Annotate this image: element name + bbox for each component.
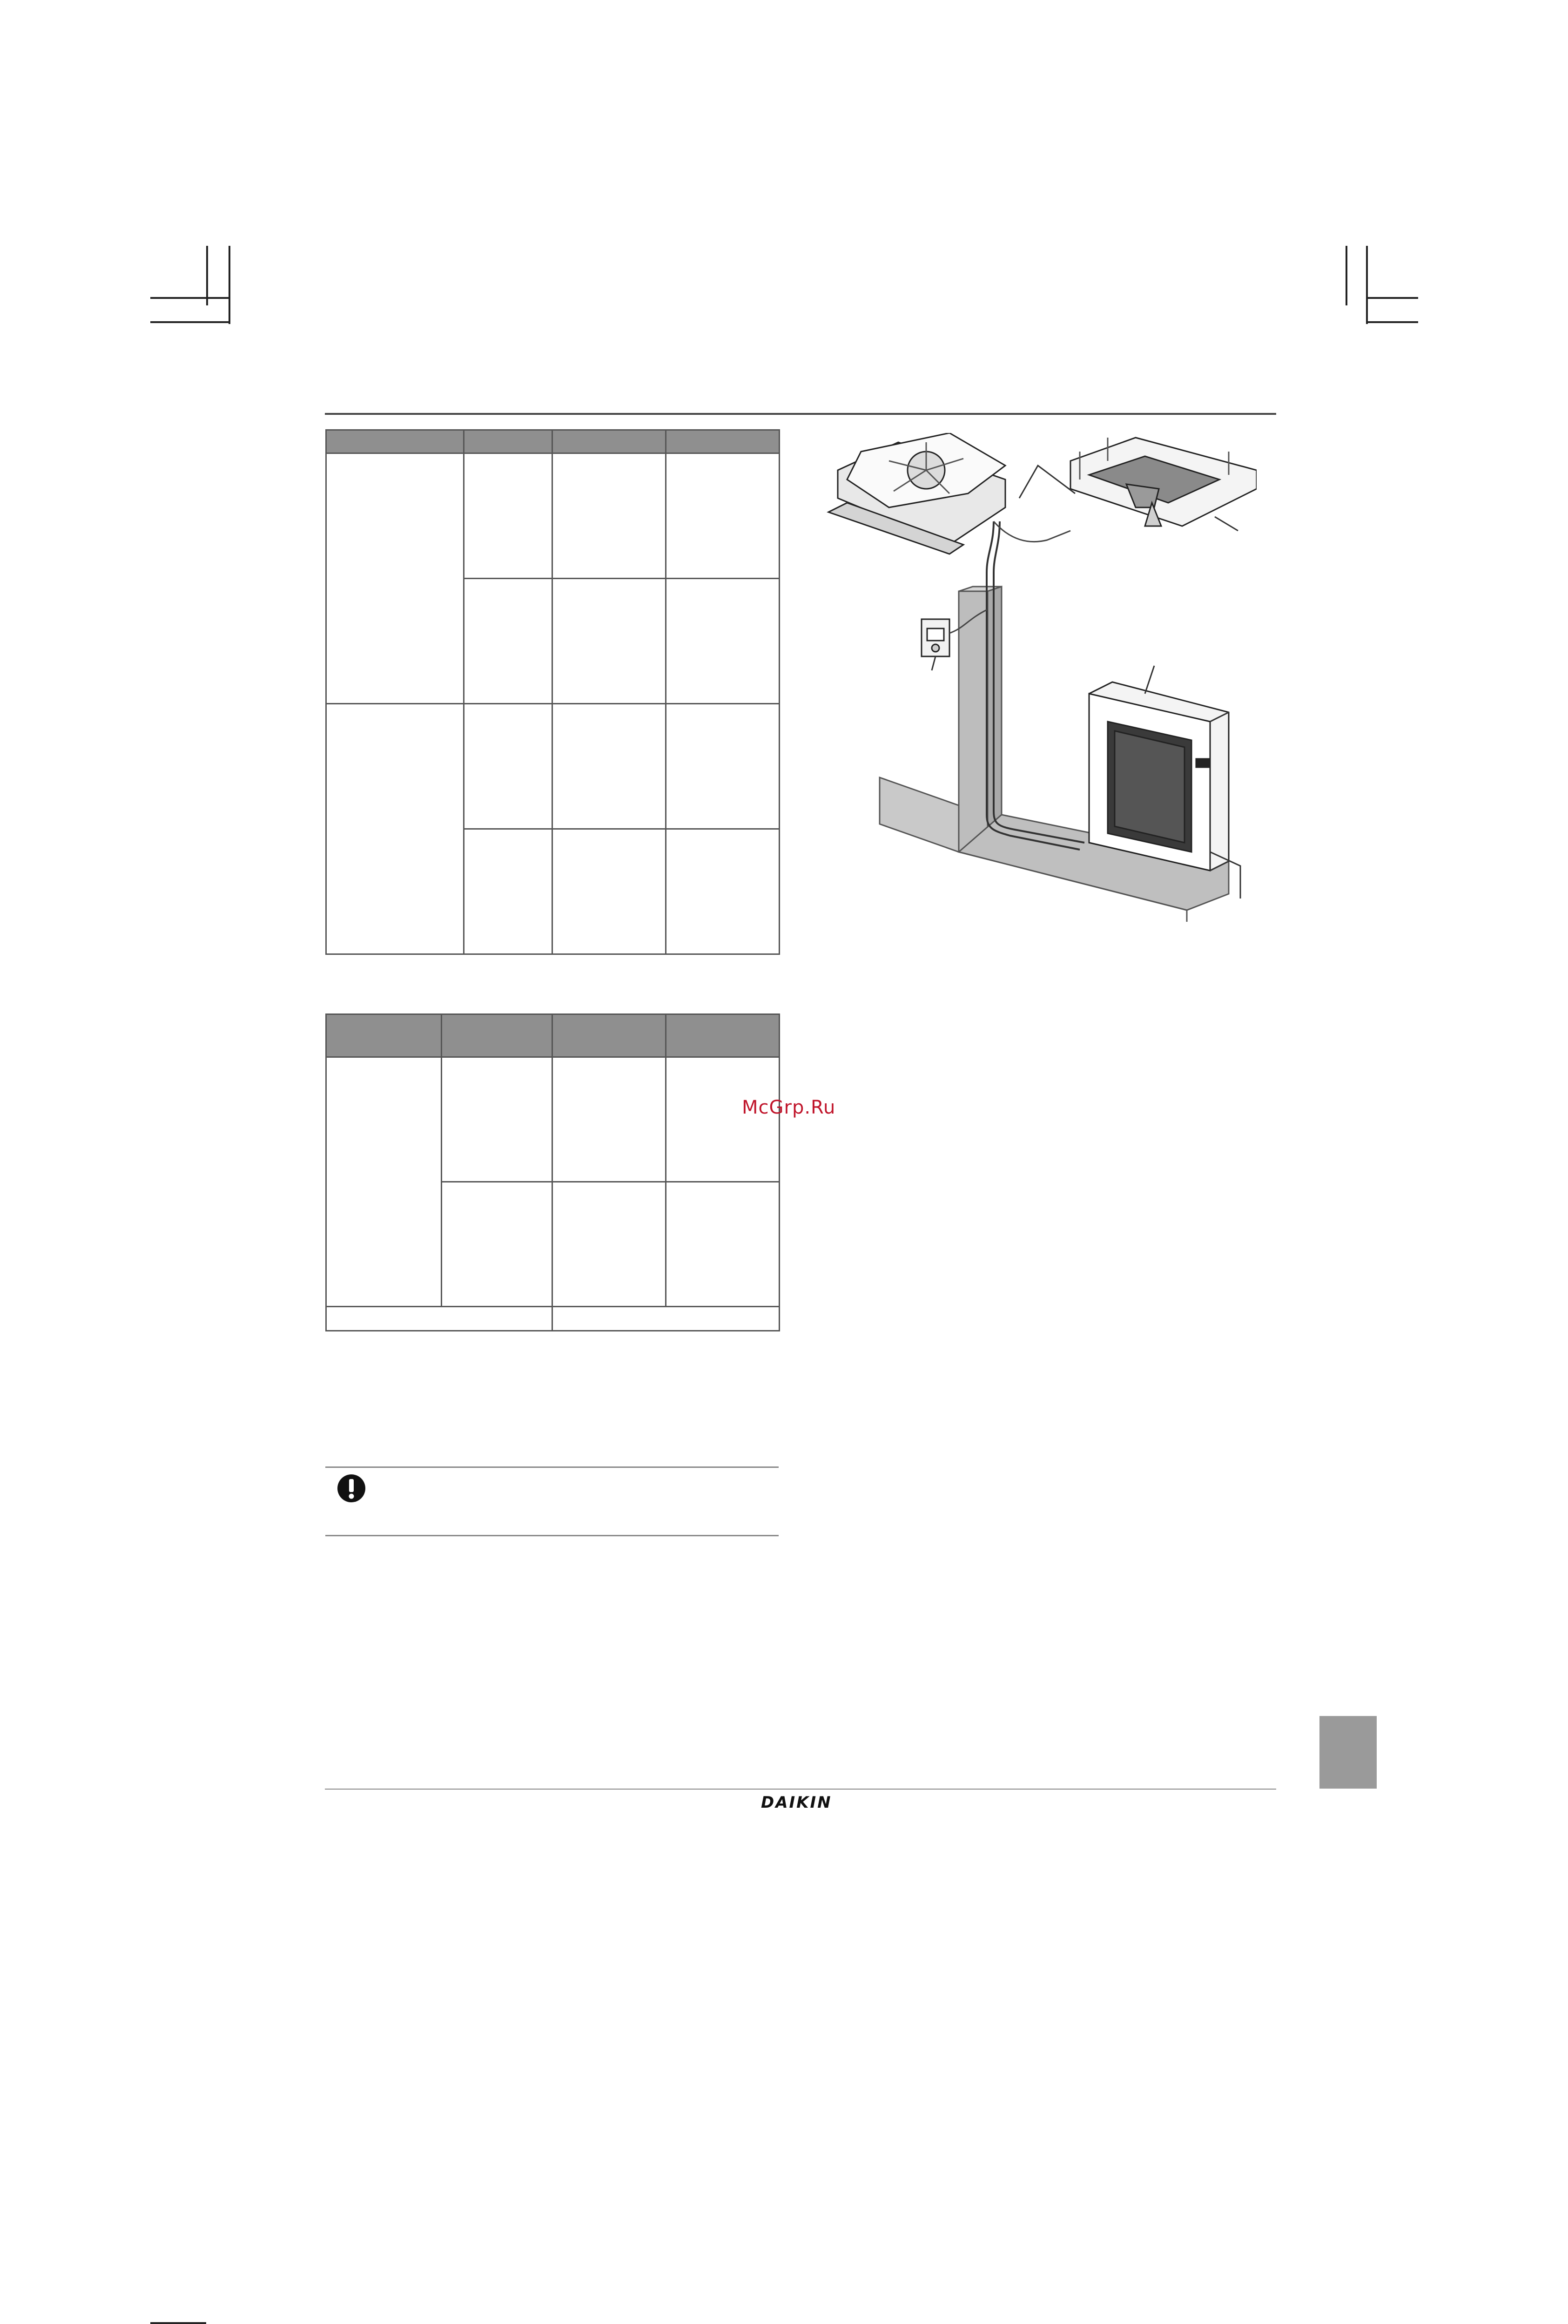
crop-mark <box>206 246 208 305</box>
crop-mark <box>1366 321 1418 323</box>
table-header-cell <box>464 430 552 453</box>
table-cell <box>326 453 464 704</box>
header-rule <box>325 413 1276 415</box>
table-cell <box>666 829 780 954</box>
table-cell <box>552 1307 780 1331</box>
table-cell <box>552 453 666 579</box>
table-cell <box>464 829 552 954</box>
footer-rule <box>325 1789 1276 1790</box>
table-header-cell <box>326 430 464 453</box>
crop-mark <box>1346 246 1347 305</box>
crop-mark <box>1366 246 1368 324</box>
table-cell <box>464 453 552 579</box>
table-cell <box>552 829 666 954</box>
crop-mark <box>150 297 229 299</box>
crop-mark <box>1366 297 1418 299</box>
table-header-cell <box>552 1014 666 1057</box>
table-cell <box>442 1182 552 1307</box>
table-cell <box>552 1057 666 1182</box>
table-cell <box>666 579 780 704</box>
watermark: McGrp.Ru <box>742 1097 836 1118</box>
table-header-cell <box>326 1014 442 1057</box>
table-cell <box>666 1182 780 1307</box>
table-cell <box>442 1057 552 1182</box>
table-cell <box>326 1057 442 1307</box>
table-header-cell <box>666 430 780 453</box>
table-cell <box>464 579 552 704</box>
section-tab <box>1319 1716 1377 1789</box>
crop-mark <box>150 321 229 323</box>
table-cell <box>666 453 780 579</box>
installation-diagram <box>810 433 1257 922</box>
spec-table-1 <box>325 429 780 955</box>
table-header-cell <box>552 430 666 453</box>
table-cell <box>326 1307 552 1331</box>
table-cell <box>552 1182 666 1307</box>
note-rule-bottom <box>325 1535 779 1536</box>
table-cell <box>552 704 666 829</box>
table-cell <box>464 704 552 829</box>
spec-table-2 <box>325 1013 780 1331</box>
note-rule-top <box>325 1466 779 1468</box>
crop-mark <box>150 2322 206 2324</box>
table-cell <box>326 704 464 954</box>
table-cell <box>666 704 780 829</box>
crop-mark <box>229 246 230 324</box>
table-header-cell <box>442 1014 552 1057</box>
important-icon <box>336 1473 367 1504</box>
table-cell <box>552 579 666 704</box>
brand-logo: DAIKIN <box>761 1793 832 1812</box>
table-header-cell <box>666 1014 780 1057</box>
